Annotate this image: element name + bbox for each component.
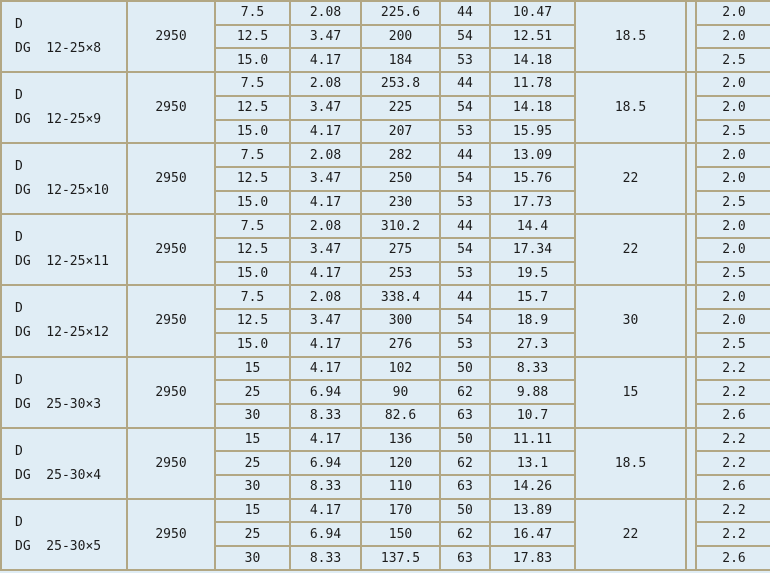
model-code: DG 12-25×8	[15, 41, 102, 57]
flow-cell: 15	[215, 499, 290, 523]
speed-cell: 2950	[127, 1, 215, 72]
speed-cell: 2950	[127, 214, 215, 285]
efficiency-cell: 44	[440, 214, 490, 238]
flow-cell: 12.5	[215, 96, 290, 120]
motor-power-cell: 22	[575, 214, 686, 285]
efficiency-cell: 53	[440, 262, 490, 286]
npsh-cell: 2.5	[696, 262, 770, 286]
flow2-cell: 3.47	[290, 238, 361, 262]
flow2-cell: 8.33	[290, 546, 361, 570]
npsh-cell: 2.0	[696, 285, 770, 309]
npsh-cell: 2.0	[696, 96, 770, 120]
table-row	[1, 214, 770, 238]
flow-cell: 7.5	[215, 285, 290, 309]
model-series: D	[15, 230, 23, 246]
model-cell	[1, 285, 127, 356]
npsh-cell: 2.2	[696, 357, 770, 381]
head-cell: 225.6	[361, 1, 440, 25]
efficiency-cell: 62	[440, 522, 490, 546]
table-row	[1, 499, 770, 523]
efficiency-cell: 54	[440, 238, 490, 262]
efficiency-cell: 50	[440, 499, 490, 523]
model-code: DG 12-25×11	[15, 254, 109, 270]
speed-cell: 2950	[127, 72, 215, 143]
efficiency-cell: 62	[440, 451, 490, 475]
flow-cell: 7.5	[215, 143, 290, 167]
flow2-cell: 2.08	[290, 285, 361, 309]
model-series: D	[15, 88, 23, 104]
flow-cell: 12.5	[215, 238, 290, 262]
npsh-cell: 2.2	[696, 451, 770, 475]
flow-cell: 7.5	[215, 1, 290, 25]
flow-cell: 15.0	[215, 120, 290, 144]
model-code: DG 12-25×9	[15, 112, 102, 128]
flow-cell: 7.5	[215, 72, 290, 96]
flow-cell: 15.0	[215, 333, 290, 357]
npsh-cell: 2.0	[696, 309, 770, 333]
model-cell	[1, 1, 127, 72]
head-cell: 338.4	[361, 285, 440, 309]
head-cell: 253	[361, 262, 440, 286]
model-cell	[1, 499, 127, 570]
efficiency-cell: 44	[440, 72, 490, 96]
efficiency-cell: 63	[440, 475, 490, 499]
spacer-cell	[686, 214, 696, 285]
model-series: D	[15, 372, 23, 388]
spacer-cell	[686, 285, 696, 356]
npsh-cell: 2.6	[696, 475, 770, 499]
spacer-cell	[686, 428, 696, 499]
power-cell: 17.34	[490, 238, 575, 262]
flow2-cell: 3.47	[290, 309, 361, 333]
efficiency-cell: 53	[440, 48, 490, 72]
npsh-cell: 2.0	[696, 238, 770, 262]
flow2-cell: 2.08	[290, 143, 361, 167]
npsh-cell: 2.0	[696, 143, 770, 167]
flow-cell: 15.0	[215, 262, 290, 286]
flow2-cell: 4.17	[290, 357, 361, 381]
model-code: DG 25-30×3	[15, 396, 102, 412]
flow-cell: 25	[215, 522, 290, 546]
flow2-cell: 3.47	[290, 167, 361, 191]
spacer-cell	[686, 72, 696, 143]
head-cell: 82.6	[361, 404, 440, 428]
model-code: DG 25-30×4	[15, 467, 102, 483]
table-row	[1, 72, 770, 96]
flow2-cell: 2.08	[290, 214, 361, 238]
motor-power-cell: 22	[575, 143, 686, 214]
spacer-cell	[686, 357, 696, 428]
efficiency-cell: 54	[440, 96, 490, 120]
flow-cell: 30	[215, 546, 290, 570]
power-cell: 9.88	[490, 380, 575, 404]
flow2-cell: 4.17	[290, 48, 361, 72]
head-cell: 200	[361, 25, 440, 49]
power-cell: 17.73	[490, 191, 575, 215]
spacer-cell	[686, 143, 696, 214]
head-cell: 300	[361, 309, 440, 333]
flow-cell: 30	[215, 404, 290, 428]
model-series: D	[15, 301, 23, 317]
npsh-cell: 2.2	[696, 522, 770, 546]
table-row	[1, 357, 770, 381]
flow2-cell: 6.94	[290, 522, 361, 546]
table-row	[1, 428, 770, 452]
efficiency-cell: 54	[440, 25, 490, 49]
motor-power-cell: 18.5	[575, 72, 686, 143]
model-code: DG 25-30×5	[15, 538, 102, 554]
efficiency-cell: 54	[440, 167, 490, 191]
flow2-cell: 2.08	[290, 72, 361, 96]
power-cell: 14.26	[490, 475, 575, 499]
speed-cell: 2950	[127, 143, 215, 214]
power-cell: 10.7	[490, 404, 575, 428]
flow-cell: 15	[215, 428, 290, 452]
flow2-cell: 3.47	[290, 96, 361, 120]
npsh-cell: 2.5	[696, 48, 770, 72]
efficiency-cell: 53	[440, 120, 490, 144]
power-cell: 15.7	[490, 285, 575, 309]
efficiency-cell: 63	[440, 546, 490, 570]
power-cell: 11.11	[490, 428, 575, 452]
model-series: D	[15, 514, 23, 530]
npsh-cell: 2.5	[696, 120, 770, 144]
head-cell: 250	[361, 167, 440, 191]
flow2-cell: 8.33	[290, 404, 361, 428]
model-code: DG 12-25×12	[15, 325, 109, 341]
efficiency-cell: 50	[440, 357, 490, 381]
model-cell	[1, 72, 127, 143]
flow2-cell: 2.08	[290, 1, 361, 25]
speed-cell: 2950	[127, 357, 215, 428]
npsh-cell: 2.2	[696, 499, 770, 523]
flow-cell: 25	[215, 451, 290, 475]
npsh-cell: 2.6	[696, 404, 770, 428]
npsh-cell: 2.6	[696, 546, 770, 570]
motor-power-cell: 15	[575, 357, 686, 428]
model-code: DG 12-25×10	[15, 183, 109, 199]
head-cell: 276	[361, 333, 440, 357]
flow-cell: 15.0	[215, 191, 290, 215]
power-cell: 14.18	[490, 96, 575, 120]
efficiency-cell: 44	[440, 1, 490, 25]
npsh-cell: 2.0	[696, 1, 770, 25]
model-series: D	[15, 159, 23, 175]
flow-cell: 30	[215, 475, 290, 499]
npsh-cell: 2.5	[696, 191, 770, 215]
model-series: D	[15, 17, 23, 33]
flow-cell: 12.5	[215, 167, 290, 191]
model-series: D	[15, 443, 23, 459]
power-cell: 15.76	[490, 167, 575, 191]
head-cell: 253.8	[361, 72, 440, 96]
model-cell	[1, 357, 127, 428]
motor-power-cell: 18.5	[575, 428, 686, 499]
power-cell: 15.95	[490, 120, 575, 144]
speed-cell: 2950	[127, 499, 215, 570]
speed-cell: 2950	[127, 428, 215, 499]
table-row	[1, 285, 770, 309]
flow-cell: 12.5	[215, 25, 290, 49]
flow-cell: 15.0	[215, 48, 290, 72]
npsh-cell: 2.0	[696, 72, 770, 96]
npsh-cell: 2.5	[696, 333, 770, 357]
power-cell: 16.47	[490, 522, 575, 546]
head-cell: 120	[361, 451, 440, 475]
head-cell: 150	[361, 522, 440, 546]
flow2-cell: 8.33	[290, 475, 361, 499]
table-row	[1, 1, 770, 25]
power-cell: 18.9	[490, 309, 575, 333]
head-cell: 225	[361, 96, 440, 120]
power-cell: 8.33	[490, 357, 575, 381]
flow2-cell: 4.17	[290, 191, 361, 215]
head-cell: 230	[361, 191, 440, 215]
head-cell: 137.5	[361, 546, 440, 570]
head-cell: 207	[361, 120, 440, 144]
power-cell: 27.3	[490, 333, 575, 357]
flow2-cell: 3.47	[290, 25, 361, 49]
head-cell: 170	[361, 499, 440, 523]
efficiency-cell: 62	[440, 380, 490, 404]
flow-cell: 15	[215, 357, 290, 381]
head-cell: 136	[361, 428, 440, 452]
power-cell: 13.09	[490, 143, 575, 167]
npsh-cell: 2.2	[696, 380, 770, 404]
efficiency-cell: 44	[440, 143, 490, 167]
npsh-cell: 2.0	[696, 214, 770, 238]
flow2-cell: 4.17	[290, 262, 361, 286]
power-cell: 13.1	[490, 451, 575, 475]
npsh-cell: 2.0	[696, 167, 770, 191]
npsh-cell: 2.0	[696, 25, 770, 49]
power-cell: 14.4	[490, 214, 575, 238]
flow2-cell: 4.17	[290, 428, 361, 452]
flow-cell: 7.5	[215, 214, 290, 238]
head-cell: 275	[361, 238, 440, 262]
flow-cell: 12.5	[215, 309, 290, 333]
efficiency-cell: 50	[440, 428, 490, 452]
head-cell: 184	[361, 48, 440, 72]
flow2-cell: 4.17	[290, 499, 361, 523]
head-cell: 310.2	[361, 214, 440, 238]
model-cell	[1, 143, 127, 214]
efficiency-cell: 53	[440, 191, 490, 215]
head-cell: 282	[361, 143, 440, 167]
power-cell: 12.51	[490, 25, 575, 49]
power-cell: 13.89	[490, 499, 575, 523]
efficiency-cell: 53	[440, 333, 490, 357]
flow2-cell: 4.17	[290, 120, 361, 144]
model-cell	[1, 428, 127, 499]
motor-power-cell: 18.5	[575, 1, 686, 72]
motor-power-cell: 22	[575, 499, 686, 570]
flow2-cell: 6.94	[290, 451, 361, 475]
spacer-cell	[686, 1, 696, 72]
efficiency-cell: 63	[440, 404, 490, 428]
efficiency-cell: 44	[440, 285, 490, 309]
power-cell: 14.18	[490, 48, 575, 72]
motor-power-cell: 30	[575, 285, 686, 356]
power-cell: 17.83	[490, 546, 575, 570]
power-cell: 11.78	[490, 72, 575, 96]
head-cell: 102	[361, 357, 440, 381]
head-cell: 110	[361, 475, 440, 499]
flow-cell: 25	[215, 380, 290, 404]
efficiency-cell: 54	[440, 309, 490, 333]
model-cell	[1, 214, 127, 285]
table-row	[1, 143, 770, 167]
npsh-cell: 2.2	[696, 428, 770, 452]
flow2-cell: 6.94	[290, 380, 361, 404]
spacer-cell	[686, 499, 696, 570]
flow2-cell: 4.17	[290, 333, 361, 357]
power-cell: 19.5	[490, 262, 575, 286]
speed-cell: 2950	[127, 285, 215, 356]
power-cell: 10.47	[490, 1, 575, 25]
head-cell: 90	[361, 380, 440, 404]
